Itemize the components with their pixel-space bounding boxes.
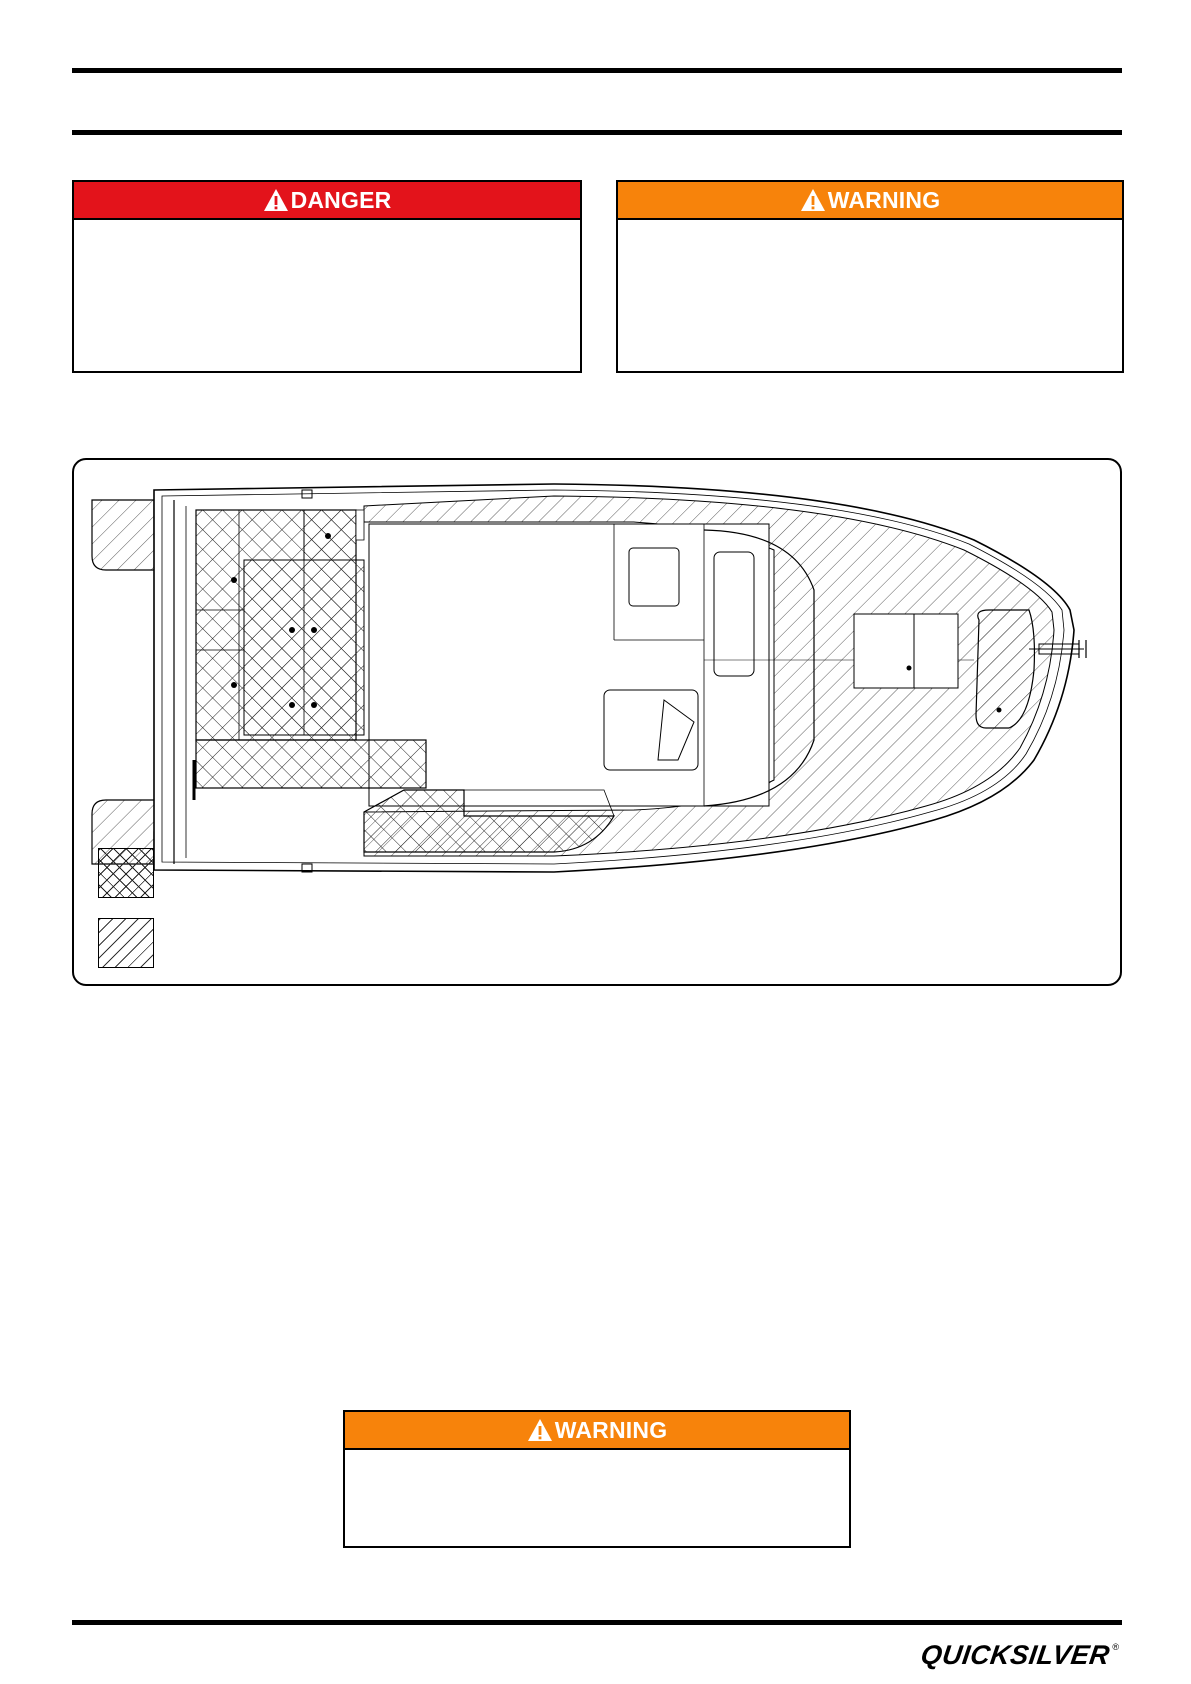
warning-label-top: WARNING (827, 186, 941, 213)
brand-name: QUICKSILVER (918, 1640, 1112, 1670)
warning-notice-bottom (343, 1410, 851, 1548)
boat-top-view-drawing (74, 460, 1122, 986)
warning-header-top (618, 182, 1122, 220)
warning-header-bottom (345, 1412, 849, 1450)
warning-triangle-icon (263, 188, 289, 212)
quicksilver-logo (918, 1640, 1119, 1671)
warning-triangle-icon (527, 1418, 553, 1442)
legend-crosshatch-swatch (98, 848, 154, 898)
legend-diagonal-swatch (98, 918, 154, 968)
registered-mark: ® (1112, 1642, 1119, 1652)
footer-rule (72, 1620, 1122, 1625)
header-rule (72, 130, 1122, 135)
danger-notice (72, 180, 582, 373)
top-rule (72, 68, 1122, 73)
boat-deck-diagram (72, 458, 1122, 986)
warning-triangle-icon (800, 188, 826, 212)
danger-label: DANGER (290, 186, 392, 213)
warning-label-bottom: WARNING (554, 1416, 668, 1443)
warning-notice-top (616, 180, 1124, 373)
danger-header (74, 182, 580, 220)
